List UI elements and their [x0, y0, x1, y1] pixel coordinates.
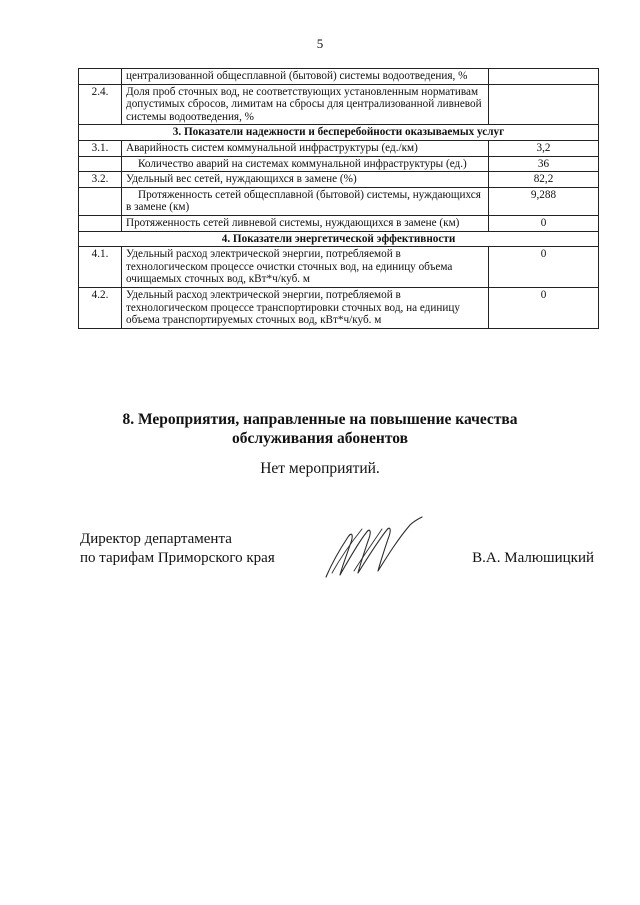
- table-row: [79, 215, 599, 231]
- indicator-name-text: Количество аварий на системах коммунальной инфраструктуры (ед.): [138, 157, 467, 170]
- table-section-row: [79, 231, 599, 247]
- section-8-heading-line2: обслуживания абонентов: [232, 430, 408, 447]
- indicator-name-text: Удельный вес сетей, нуждающихся в замене (%): [126, 173, 357, 186]
- table-row: [79, 247, 599, 288]
- section-8-heading-line1: 8. Мероприятия, направленные на повышение качества: [122, 411, 518, 428]
- indicator-name: [122, 215, 489, 231]
- table-row: [79, 156, 599, 172]
- indicator-name: [122, 247, 489, 288]
- indicator-value: [489, 84, 599, 125]
- indicator-name-text: Доля проб сточных вод, не соответствующих установленным нормативам допустимых сбросов, лимитам на сбросы для централизованной ливневой системы водоотведения, %: [126, 85, 482, 123]
- indicator-number: 2.4.: [79, 84, 122, 125]
- indicator-value: 82,2: [489, 172, 599, 188]
- section-8-heading: [0, 410, 640, 448]
- indicator-name: [122, 172, 489, 188]
- indicator-name-text: Протяженность сетей ливневой системы, нуждающихся в замене (км): [126, 216, 460, 229]
- indicator-name: [122, 287, 489, 328]
- indicator-number: 3.2.: [79, 172, 122, 188]
- section-title: 3. Показатели надежности и бесперебойности оказываемых услуг: [79, 125, 599, 141]
- indicator-name-text: Протяженность сетей общесплавной (бытовой) системы, нуждающихся в замене (км): [126, 188, 481, 214]
- signatory-name: В.А. Малюшицкий: [472, 550, 594, 566]
- page-number: 5: [316, 36, 324, 51]
- signatory-title-line1: Директор департамента: [80, 531, 232, 547]
- table-row: [79, 172, 599, 188]
- indicator-value: 36: [489, 156, 599, 172]
- indicators-table: [78, 68, 599, 329]
- table-row: [79, 187, 599, 215]
- indicator-name-text: Удельный расход электрической энергии, потребляемой в технологическом процессе очистки сточных вод, на единицу объема очищаемых сточных вод, кВт*ч/куб. м: [126, 248, 453, 286]
- indicator-name-text: централизованной общесплавной (бытовой) системы водоотведения, %: [126, 70, 468, 82]
- signatory-title-line2: по тарифам Приморского края: [80, 550, 275, 566]
- indicator-name-text: Аварийность систем коммунальной инфраструктуры (ед./км): [126, 141, 418, 154]
- table-section-row: [79, 125, 599, 141]
- indicator-number: [79, 156, 122, 172]
- table-row: [79, 84, 599, 125]
- indicator-name-text: Удельный расход электрической энергии, потребляемой в технологическом процессе транспортировки сточных вод, на единицу объема транспортируемых сточных вод, кВт*ч/куб. м: [126, 288, 460, 327]
- indicator-value: 0: [489, 215, 599, 231]
- section-8-body: Нет мероприятий.: [260, 460, 380, 477]
- indicators-table-body: [79, 69, 599, 329]
- indicator-value: 0: [489, 247, 599, 288]
- indicator-name: [122, 84, 489, 125]
- indicator-number: 3.1.: [79, 140, 122, 156]
- indicator-name: [122, 156, 489, 172]
- indicator-number: [79, 215, 122, 231]
- indicator-number: 4.1.: [79, 247, 122, 288]
- indicator-name: [122, 187, 489, 215]
- table-row: [79, 140, 599, 156]
- indicator-value: [489, 69, 599, 85]
- indicator-value: 3,2: [489, 140, 599, 156]
- indicator-number: [79, 187, 122, 215]
- indicator-name: [122, 140, 489, 156]
- handwritten-signature: [318, 515, 428, 585]
- table-row: [79, 287, 599, 328]
- indicator-value: 0: [489, 287, 599, 328]
- table-row: [79, 69, 599, 85]
- indicator-number: [79, 69, 122, 85]
- indicator-value: 9,288: [489, 187, 599, 215]
- indicator-number: 4.2.: [79, 287, 122, 328]
- signatory-title: [80, 530, 275, 568]
- section-title: 4. Показатели энергетической эффективности: [79, 231, 599, 247]
- indicator-name: [122, 69, 489, 85]
